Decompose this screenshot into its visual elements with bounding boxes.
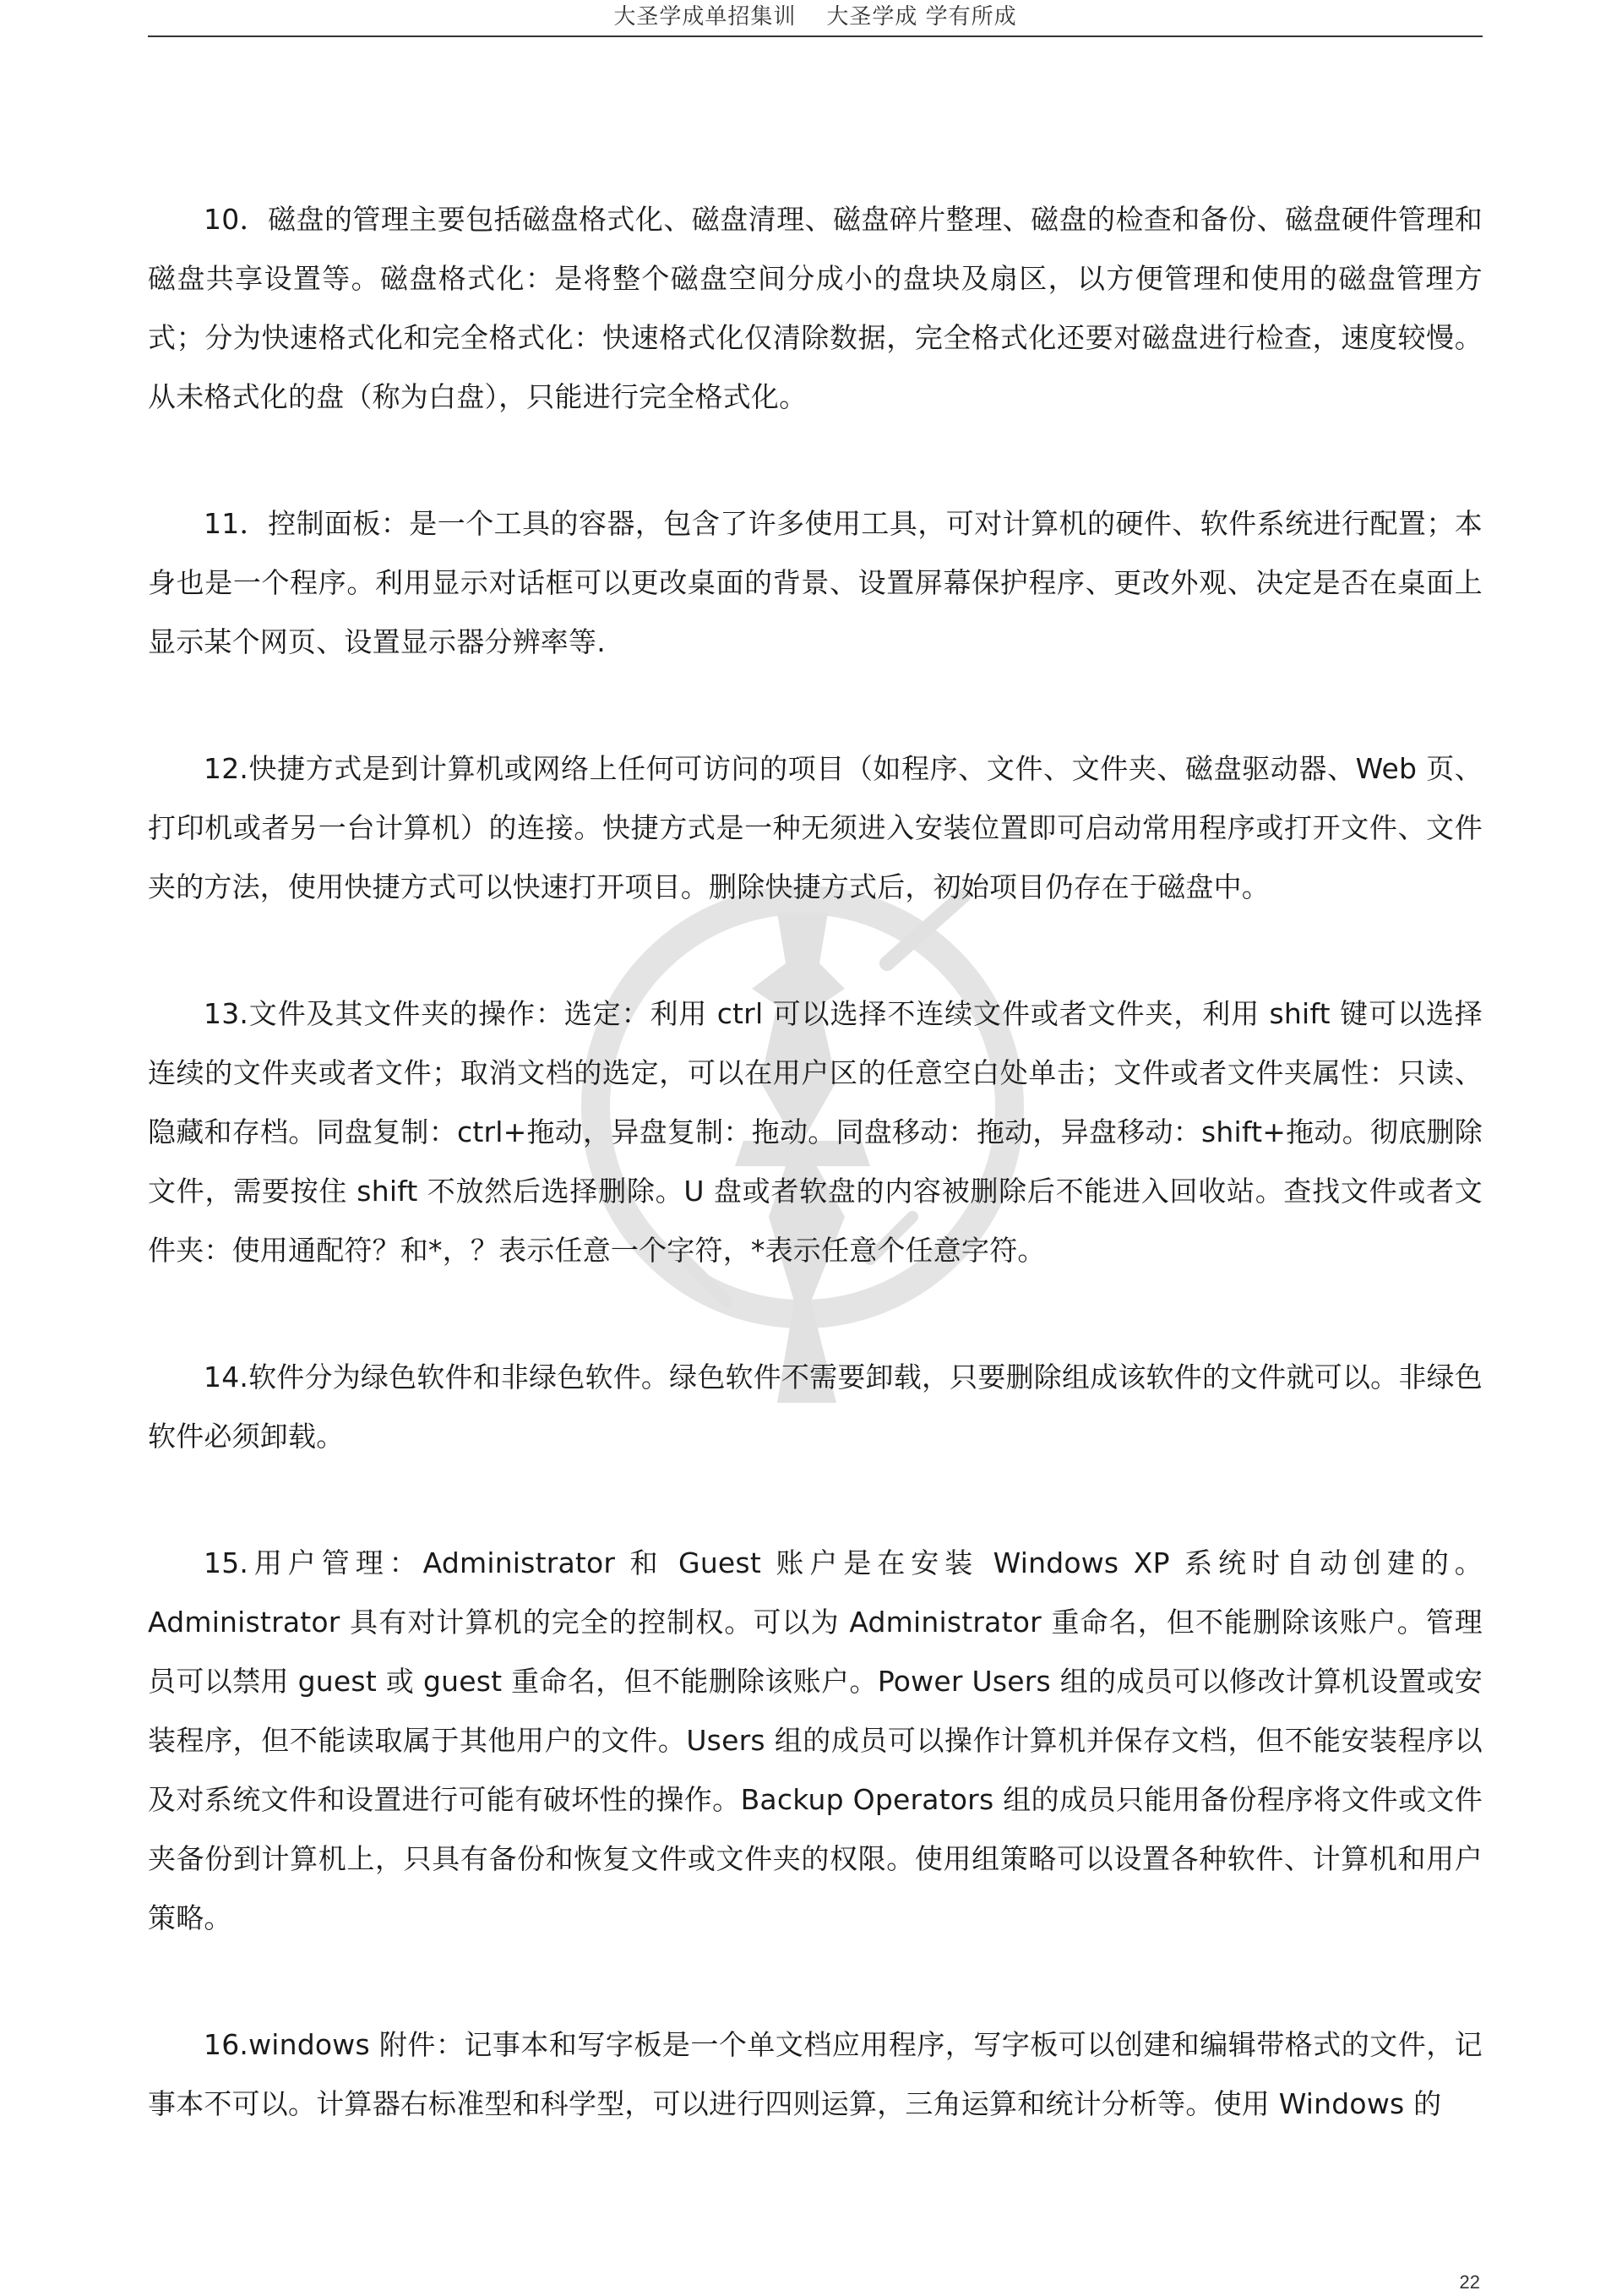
paragraph-15: 15.用户管理：Administrator 和 Guest 账户是在安装 Windows XP 系统时自动创建的。Administrator 具有对计算机的完全的控制权。可以为 Administrator 重命名，但不能删除该账户。管理员可以禁用 guest 或 guest 重命名，但不能删除该账户。Power Users 组的成员可以修改计算机设置或安装程序，但不能读取属于其他用户的文件。Users 组的成员可以操作计算机并保存文档，但不能安装程序以及对系统文件和设置进行可能有破坏性的操作。Backup Operators 组的成员只能用备份程序将文件或文件夹备份到计算机上，只具有备份和恢复文件或文件夹的权限。使用组策略可以设置各种软件、计算机和用户策略。 <box>148 1546 1483 1934</box>
paragraph-13: 13.文件及其文件夹的操作：选定：利用 ctrl 可以选择不连续文件或者文件夹，利用 shift 键可以选择连续的文件夹或者文件；取消文档的选定，可以在用户区的任意空白处单击；文件或者文件夹属性：只读、隐藏和存档。同盘复制：ctrl+拖动，异盘复制：拖动。同盘移动：拖动，异盘移动：shift+拖动。彻底删除文件，需要按住 shift 不放然后选择删除。U 盘或者软盘的内容被删除后不能进入回收站。查找文件或者文件夹：使用通配符？和*，？表示任意一个字符，*表示任意个任意字符。 <box>148 997 1483 1267</box>
page-header <box>148 0 1483 37</box>
paragraph-12: 12.快捷方式是到计算机或网络上任何可访问的项目（如程序、文件、文件夹、磁盘驱动器、Web 页、打印机或者另一台计算机）的连接。快捷方式是一种无须进入安装位置即可启动常用程序或打开文件、文件夹的方法，使用快捷方式可以快速打开项目。删除快捷方式后，初始项目仍存在于磁盘中。 <box>148 752 1483 903</box>
paragraph-16: 16.windows 附件：记事本和写字板是一个单文档应用程序，写字板可以创建和编辑带格式的文件，记事本不可以。计算器右标准型和科学型，可以进行四则运算，三角运算和统计分析等。使用 Windows 的 <box>148 2028 1483 2120</box>
document-body <box>148 190 1483 2201</box>
paragraph-11: 11．控制面板：是一个工具的容器，包含了许多使用工具，可对计算机的硬件、软件系统进行配置；本身也是一个程序。利用显示对话框可以更改桌面的背景、设置屏幕保护程序、更改外观、决定是否在桌面上显示某个网页、设置显示器分辨率等. <box>148 507 1483 658</box>
header-title-right: 大圣学成 学有所成 <box>826 4 1017 30</box>
paragraph-14: 14.软件分为绿色软件和非绿色软件。绿色软件不需要卸载，只要删除组成该软件的文件就可以。非绿色软件必须卸载。 <box>148 1361 1483 1453</box>
paragraph-10: 10．磁盘的管理主要包括磁盘格式化、磁盘清理、磁盘碎片整理、磁盘的检查和备份、磁盘硬件管理和磁盘共享设置等。磁盘格式化：是将整个磁盘空间分成小的盘块及扇区，以方便管理和使用的磁盘管理方式；分为快速格式化和完全格式化：快速格式化仅清除数据，完全格式化还要对磁盘进行检查，速度较慢。从未格式化的盘（称为白盘），只能进行完全格式化。 <box>148 203 1483 413</box>
page-number: 22 <box>1459 2271 1480 2293</box>
header-title-left: 大圣学成单招集训 <box>613 4 797 30</box>
